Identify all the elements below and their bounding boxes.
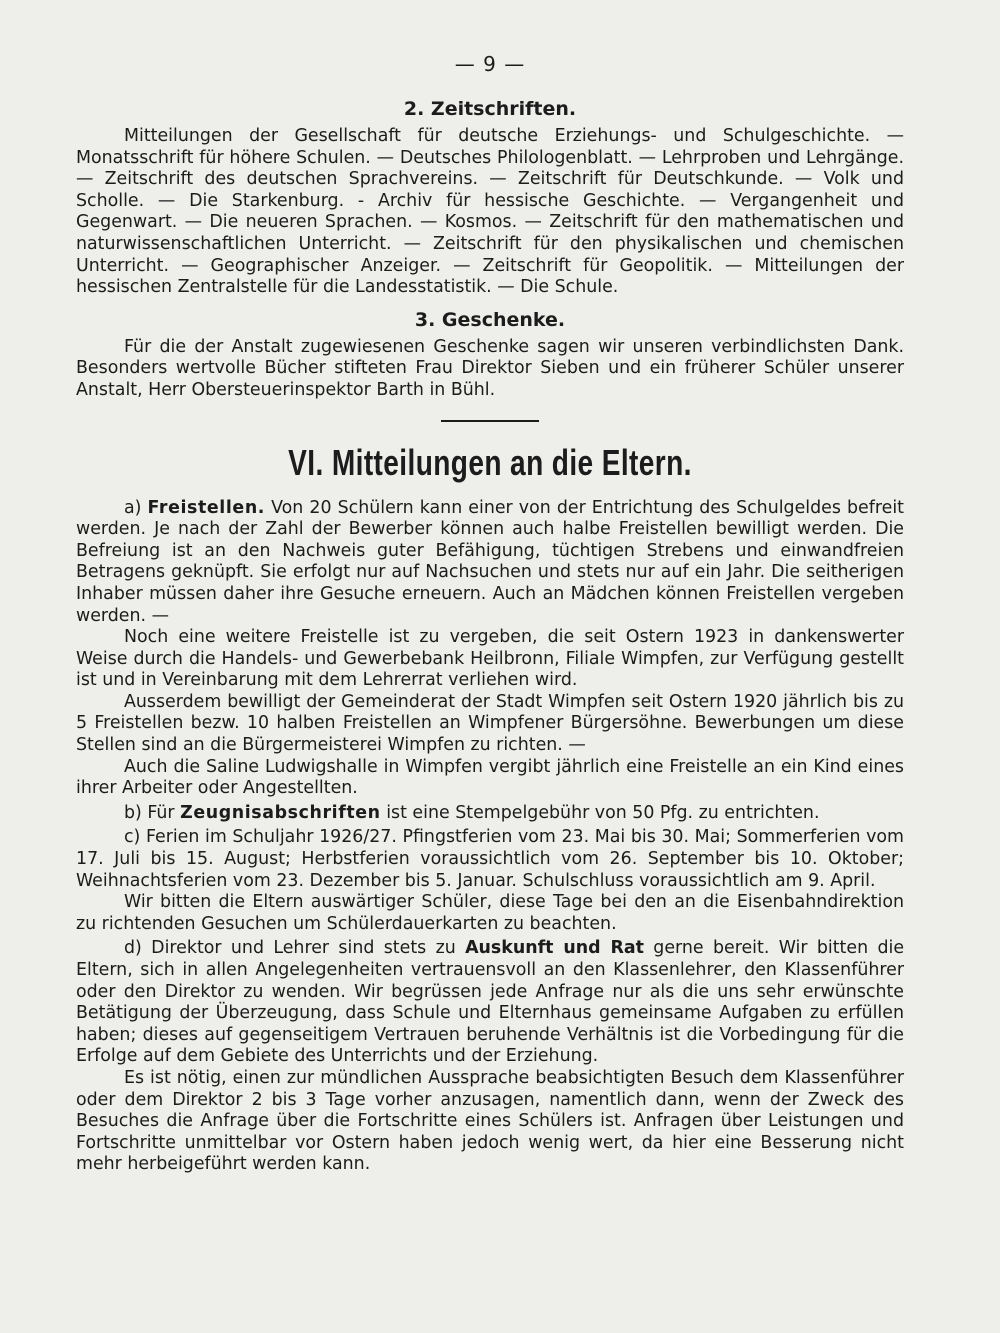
zeitschriften-list: Mitteilungen der Gesellschaft für deutsche Erziehungs- und Schulgeschichte. — Monatsschrift für höhere Schulen. — Deutsches Philologenblatt. — Lehrproben und Lehrgänge. — Zeitschrift des deutschen Sprachvereins. — Zeitschrift für Deutschkunde. — Volk und Scholle. — Die Starkenburg. - Archiv für hessische Geschichte. — Vergangenheit und Gegenwart. — Die neueren Sprachen. — Kosmos. — Zeitschrift für den mathematischen und naturwissenschaftlichen Unterricht. — Zeitschrift für den physikalischen und chemischen Unterricht. — Geographischer Anzeiger. — Zeitschrift für Geopolitik. — Mitteilungen der hessischen Zentralstelle für die Landesstatistik. — Die Schule. <box>76 126 904 298</box>
paragraph-freistelle-gemeinde: Ausserdem bewilligt der Gemeinderat der Stadt Wimpfen seit Ostern 1920 jährlich bis zu 5 Freistellen bezw. 10 halben Freistellen an Wimpfener Bürgersöhne. Bewerbungen um diese Stellen sind an die Bürgermeisterei Wimpfen zu richten. — <box>76 691 904 756</box>
paragraph-zeugnisabschriften <box>76 803 904 825</box>
paragraph-freistelle-saline: Auch die Saline Ludwigshalle in Wimpfen vergibt jährlich eine Freistelle an ein Kind eines ihrer Arbeiter oder Angestellten. <box>76 756 904 799</box>
heading-geschenke: 3. Geschenke. <box>414 308 566 331</box>
paragraph-auskunft <box>76 938 904 1068</box>
page-number: — 9 — <box>454 52 526 76</box>
item-d-prefix: d) Direktor und Lehrer sind stets zu <box>124 938 456 959</box>
auskunft-label: Auskunft und Rat <box>465 938 644 959</box>
item-a-prefix: a) <box>124 497 142 518</box>
geschenke-text: Für die der Anstalt zugewiesenen Geschenke sagen wir unseren verbindlichsten Dank. Besonders wertvolle Bücher stifteten Frau Direktor Sieben und ein früherer Schüler unserer Anstalt, Herr Obersteuerinspektor Barth in Bühl. <box>76 336 904 400</box>
item-b-prefix: b) Für <box>124 802 175 823</box>
section-title: VI. Mitteilungen an die Eltern. <box>288 441 692 483</box>
paragraph-freistellen <box>76 498 904 628</box>
section-divider <box>441 420 539 422</box>
paragraph-besuch: Es ist nötig, einen zur mündlichen Aussprache beabsichtigten Besuch dem Klassenführer oder dem Direktor 2 bis 3 Tage vorher anzusagen, namentlich dann, wenn der Zweck des Besuches die Anfrage über die Fortschritte eines Schülers ist. Anfragen über Leistungen und Fortschritte unmittelbar vor Ostern haben jedoch wenig wert, da hier eine Besserung nicht mehr herbeigeführt werden kann. <box>76 1067 904 1175</box>
zeugnisabschriften-text: ist eine Stempelgebühr von 50 Pfg. zu entrichten. <box>386 802 820 823</box>
paragraph-freistelle-bank: Noch eine weitere Freistelle ist zu vergeben, die seit Ostern 1923 in dankenswerter Weise durch die Handels- und Gewerbebank Heilbronn, Filiale Wimpfen, zur Verfügung gestellt ist und in Vereinbarung mit dem Lehrerrat verliehen wird. <box>76 627 904 691</box>
freistellen-text: Von 20 Schülern kann einer von der Entrichtung des Schulgeldes befreit werden. Je nach der Zahl der Bewerber können auch halbe Freistellen bewilligt werden. Die Befreiung ist an den Nachweis guter Befähigung, tüchtigen Strebens und einwandfreien Betragens geknüpft. Sie erfolgt nur auf Nachsuchen und stets nur auf ein Jahr. Die seitherigen Inhaber müssen daher ihre Gesuche erneuern. Auch an Mädchen können Freistellen vergeben werden. — <box>76 497 904 626</box>
heading-zeitschriften: 2. Zeitschriften. <box>403 98 577 120</box>
paragraph-ferien: c) Ferien im Schuljahr 1926/27. Pfingstferien vom 23. Mai bis 30. Mai; Sommerferien vom 17. Juli bis 15. August; Herbstferien voraussichtlich vom 26. September bis 10. Oktober; Weihnachtsferien vom 23. Dezember bis 5. Januar. Schulschluss voraussichtlich am 9. April. <box>76 827 904 891</box>
auskunft-text: gerne bereit. Wir bitten die Eltern, sich in allen Angelegenheiten vertrauensvoll an den Klassenlehrer, den Klassenführer oder den Direktor zu wenden. Wir begrüssen jede Anfrage nur als die uns sehr erwünschte Betätigung der Überzeugung, dass Schule und Elternhaus gemeinsame Aufgaben zu erfüllen haben; dieses auf gegenseitigem Vertrauen beruhende Verhältnis ist die Vorbedingung für die Erfolge auf dem Gebiete des Unterrichts und der Erziehung. <box>76 938 905 1067</box>
paragraph-schuelerkarten: Wir bitten die Eltern auswärtiger Schüler, diese Tage bei den an die Eisenbahndirektion zu richtenden Gesuchen um Schülerdauerkarten zu beachten. <box>76 892 904 934</box>
zeugnisabschriften-label: Zeugnisabschriften <box>180 802 381 823</box>
freistellen-label: Freistellen. <box>147 497 266 518</box>
